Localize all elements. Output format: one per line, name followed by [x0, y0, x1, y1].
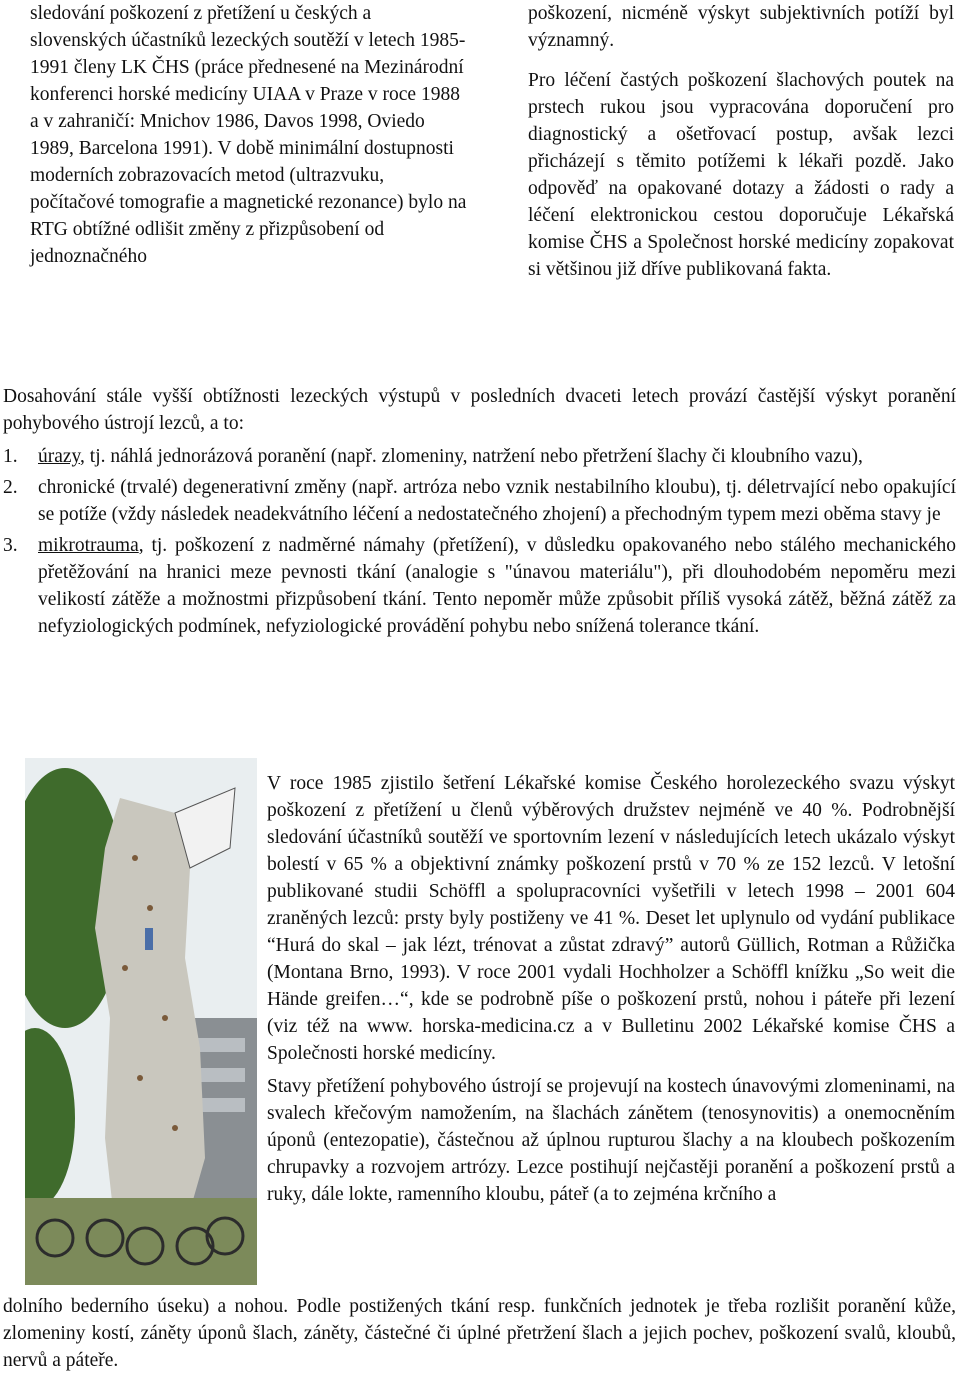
- injury-types-intro: Dosahování stále vyšší obtížnosti lezeckých výstupů v posledních dvaceti letech provází častější výskyt poranění pohybového ústrojí lezců, a to:: [3, 386, 956, 434]
- list-item: [3, 532, 956, 640]
- right-column: [528, 0, 954, 296]
- right-column-paragraph-1: poškození, nicméně výskyt subjektivních potíží byl významný.: [528, 3, 954, 51]
- list-item-term: mikrotrauma: [38, 535, 139, 556]
- overload-paragraph-end-block: [3, 1293, 956, 1374]
- statistics-section: [267, 770, 955, 1214]
- photo-hold: [147, 905, 153, 911]
- left-column-text: sledování poškození z přetížení u českých a slovenských účastníků lezeckých soutěží v letech 1985-1991 členy LK ČHS (práce přednesené na Mezinárodní konferenci horské medicíny UIAA v Praze v roce 1988 a v zahraničí: Mnichov 1986, Davos 1998, Oviedo 1989, Barcelona 1991). V době minimální dostupnosti moderních zobrazovacích metod (ultrazvuku, počítačové tomografie a magnetické rezonance) bylo na RTG obtížné odlišit změny z přizpůsobení od jednoznačného: [30, 3, 467, 267]
- list-item-text: chronické (trvalé) degenerativní změny (např. artróza nebo vznik nestabilního kloubu), tj. déletrvající nebo opakující se potíže (vždy následek neadekvátního léčení a nedostatečného zhojení) a přechodným typem mezi oběma stavy je: [38, 477, 956, 525]
- photo-hold: [137, 1075, 143, 1081]
- photo-ground: [25, 1198, 257, 1285]
- climbing-wall-illustration: [25, 758, 257, 1285]
- list-item-text: , tj. náhlá jednorázová poranění (např. zlomeniny, natržení nebo přetržení šlachy či kloubního vazu),: [80, 446, 863, 467]
- list-item-term: úrazy: [38, 446, 81, 467]
- statistics-paragraph: V roce 1985 zjistilo šetření Lékařské komise Českého horolezeckého svazu výskyt poškození z přetížení u členů výběrových družstev nejméně ve 40 %. Podrobnější sledování účastníků soutěží ve sportovním lezení v následujících letech ukázalo výskyt bolestí v 65 % a objektivní známky poškození prstů v 70 % ze 152 lezců. V letošní publikované studii Schöffl a spolupracovníci vyšetřili v letech 1998 – 2001 604 zraněných lezců: prsty byly postiženy ve 41 %. Deset let uplynulo od vydání publikace “Hurá do skal – jak lézt, trénovat a zůstat zdravý” autorů Güllich, Rotman a Růžička (Montana Brno, 1993). V roce 2001 vydali Hochholzer a Schöffl knížku „So weit die Hände greifen…“, kde se podrobně píše o poškození prstů, nohou i páteře při lezení (viz též na www. horska-medicina.cz a v Bulletinu 2002 Lékařské komise ČHS a Společnosti horské medicíny.: [267, 773, 955, 1064]
- list-item: [3, 474, 956, 528]
- climbing-wall-photo: [25, 758, 257, 1285]
- photo-hold: [122, 965, 128, 971]
- list-item-number: 3.: [3, 535, 18, 556]
- overload-paragraph-start: Stavy přetížení pohybového ústrojí se projevují na kostech únavovými zlomeninami, na svalech křečovým namožením, na šlachách zánětem (tenosynovitis) a onemocněním úponů (entezopatie), částečnou až úplnou rupturou šlachy a na kloubech poškozením chrupavky a rozvojem artrózy. Lezce postihují nejčastěji poranění a poškození prstů a ruky, dále lokte, ramenního kloubu, páteř (a to zejména krčního a: [267, 1076, 955, 1205]
- list-item-number: 1.: [3, 446, 18, 467]
- overload-paragraph-end: dolního bederního úseku) a nohou. Podle postižených tkání resp. funkčních jednotek je třeba rozlišit poranění kůže, zlomeniny kostí, záněty úponů šlach, záněty, částečné či úplné přetržení šlach a jejich pochev, poškození svalů, kloubů, nervů a páteře.: [3, 1296, 956, 1371]
- photo-hold: [132, 855, 138, 861]
- photo-climber: [145, 928, 153, 950]
- list-item-number: 2.: [3, 477, 18, 498]
- injury-types-section: [3, 383, 956, 644]
- injury-types-list: [3, 443, 956, 640]
- photo-hold: [162, 1015, 168, 1021]
- photo-hold: [172, 1125, 178, 1131]
- list-item-text: , tj. poškození z nadměrné námahy (přetížení), v důsledku opakovaného nebo stálého mechanického přetěžování na hranici meze pevnosti tkání (analogie s "únavou materiálu"), při dlouhodobém nepoměru mezi velikostí zátěže a možnostmi přizpůsobení tkání. Tento nepoměr může způsobit příliš vysoká zátěž, běžná zátěž za nefyziologických podmínek, nefyziologické provádění pohybu nebo snížená tolerance tkání.: [38, 535, 956, 637]
- list-item: [3, 443, 956, 470]
- right-column-paragraph-2: Pro léčení častých poškození šlachových poutek na prstech rukou jsou vypracována doporučení pro diagnostický a ošetřovací postup, avšak lezci přicházejí s těmito potížemi k lékaři pozdě. Jako odpověď na opakované dotazy a žádosti o rady a léčení elektronickou cestou doporučuje Lékařská komise ČHS a Společnost horské medicíny zopakovat si většinou již dříve publikovaná fakta.: [528, 70, 954, 280]
